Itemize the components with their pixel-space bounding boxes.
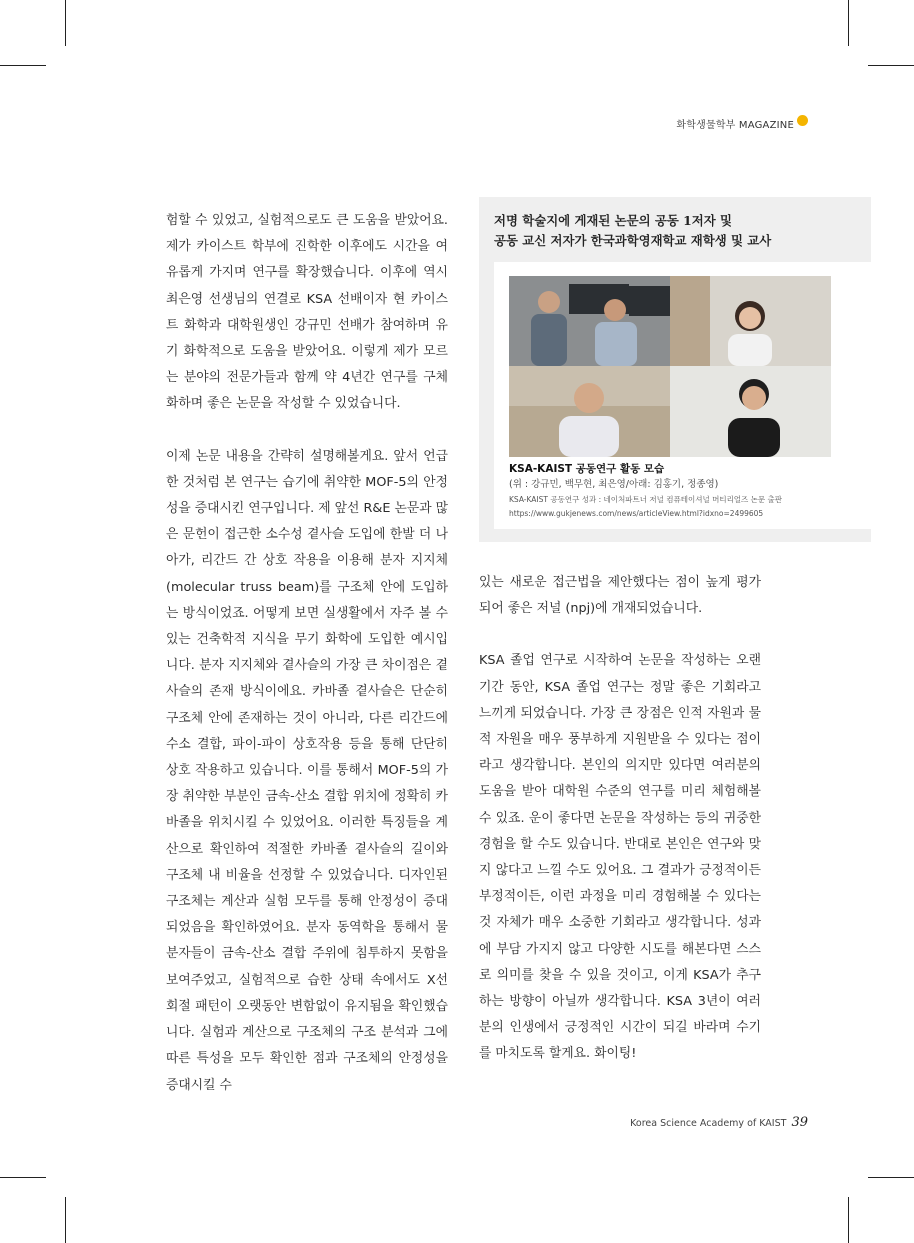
- sidebar-title: [494, 211, 864, 251]
- crop-mark: [0, 65, 46, 66]
- right-column: [479, 570, 761, 1068]
- photo-caption: [509, 462, 864, 520]
- sidebar-title-line: 공동 교신 저자가 한국과학영재학교 재학생 및 교사: [494, 233, 772, 248]
- caption-names: (위 : 강규민, 백무현, 최은영/아래: 김홍기, 정종영): [509, 479, 719, 490]
- page-number: 39: [791, 1115, 808, 1130]
- running-header: [676, 116, 808, 131]
- paragraph: 있는 새로운 접근법을 제안했다는 점이 높게 평가되어 좋은 저널 (npj)에 개재되었습니다.: [479, 575, 761, 617]
- crop-mark: [65, 1197, 66, 1243]
- video-call-photo: [509, 276, 831, 457]
- paragraph: KSA 졸업 연구로 시작하여 논문을 작성하는 오랜 기간 동안, KSA 졸업 연구는 정말 좋은 기회라고 느끼게 되었습니다. 가장 큰 장점은 인적 자원과 물적 자원을 매우 풍부하게 지원받을 수 있다는 점이라고 생각합니다. 본인의 의지만 있다면 여러분의 도움을 받아 대학원 수준의 연구를 미리 체험해볼 수 있죠. 운이 좋다면 논문을 작성하는 등의 귀중한 경험을 할 수도 있습니다. 반대로 본인은 연구와 맞지 않다고 느낄 수도 있어요. 그 결과가 긍정적이든 부정적이든, 이런 과정을 미리 경험해볼 수 있다는 것 자체가 매우 소중한 기회라고 생각합니다. 성과에 부담 가지지 않고 다양한 시도를 해본다면 스스로 의미를 찾을 수 있을 것이고, 이게 KSA가 추구하는 방향이 아닐까 생각합니다. KSA 3년이 여러분의 인생에서 긍정적인 시간이 되길 바라며 수기를 마치도록 할게요. 화이팅!: [479, 653, 761, 1062]
- accent-dot-icon: [797, 115, 808, 126]
- crop-mark: [868, 65, 914, 66]
- caption-url: https://www.gukjenews.com/news/articleView.html?idxno=2499605: [509, 509, 764, 518]
- paragraph: 험할 수 있었고, 실험적으로도 큰 도움을 받았어요. 제가 카이스트 학부에 진학한 이후에도 시간을 여유롭게 가지며 연구를 확장했습니다. 이후에 역시 최은영 선생님의 연결로 KSA 선배이자 현 카이스트 화학과 대학원생인 강규민 선배가 참여하며 유기 화학적으로 도움을 받았어요. 이렇게 제가 모르는 분야의 전문가들과 함께 약 4년간 연구를 구체화하며 좋은 논문을 작성할 수 있었습니다.: [166, 213, 448, 412]
- crop-mark: [848, 0, 849, 46]
- crop-mark: [65, 0, 66, 46]
- caption-source: KSA-KAIST 공동연구 성과 : 네이처파트너 저널 컴퓨테이셔널 머티리얼즈 논문 출판: [509, 495, 783, 504]
- photo-tile: [509, 366, 670, 457]
- crop-mark: [868, 1177, 914, 1178]
- section-label: 화학생물학부 MAGAZINE: [676, 120, 794, 131]
- page-footer: [630, 1115, 808, 1130]
- photo-panel: [494, 262, 871, 529]
- crop-mark: [0, 1177, 46, 1178]
- left-column: [166, 208, 448, 1099]
- publication-name: Korea Science Academy of KAIST: [630, 1118, 787, 1129]
- crop-mark: [848, 1197, 849, 1243]
- photo-tile: [670, 276, 831, 366]
- photo-tile: [509, 276, 670, 366]
- caption-title: KSA-KAIST 공동연구 활동 모습: [509, 463, 665, 475]
- sidebar-box: [479, 197, 871, 542]
- sidebar-title-line: 저명 학술지에 게재된 논문의 공동 1저자 및: [494, 213, 732, 228]
- paragraph: 이제 논문 내용을 간략히 설명해볼게요. 앞서 언급한 것처럼 본 연구는 습기에 취약한 MOF-5의 안정성을 증대시킨 연구입니다. 제 앞선 R&E 논문과 많은 문헌이 접근한 소수성 곁사슬 도입에 한발 더 나아가, 리간드 간 상호 작용을 이용해 분자 지지체(molecular truss beam)를 구조체 안에 도입하는 방식이었죠. 어떻게 보면 실생활에서 자주 볼 수 있는 건축학적 지식을 무기 화학에 도입한 예시입니다. 분자 지지체와 곁사슬의 가장 큰 차이점은 곁사슬의 존재 방식이에요. 카바졸 곁사슬은 단순히 구조체 안에 존재하는 것이 아니라, 다른 리간드에 수소 결합, 파이-파이 상호작용 등을 통해 단단히 상호 작용하고 있습니다. 이를 통해서 MOF-5의 가장 취약한 부분인 금속-산소 결합 위치에 정확히 카바졸을 위치시킬 수 있었어요. 이러한 특징들을 계산으로 확인하여 적절한 카바졸 곁사슬의 길이와 구조체 내 비율을 선정할 수 있었습니다. 디자인된 구조체는 계산과 실험 모두를 통해 안정성이 증대되었음을 확인하였어요. 분자 동역학을 통해서 물 분자들이 금속-산소 결합 주위에 침투하지 못함을 보여주었고, 실험적으로 습한 상태 속에서도 X선 회절 패턴이 오랫동안 변함없이 유지됨을 확인했습니다. 실험과 계산으로 구조체의 구조 분석과 그에 따른 특성을 모두 확인한 점과 구조체의 안정성을 증대시킬 수: [166, 448, 449, 1093]
- photo-tile: [670, 366, 831, 457]
